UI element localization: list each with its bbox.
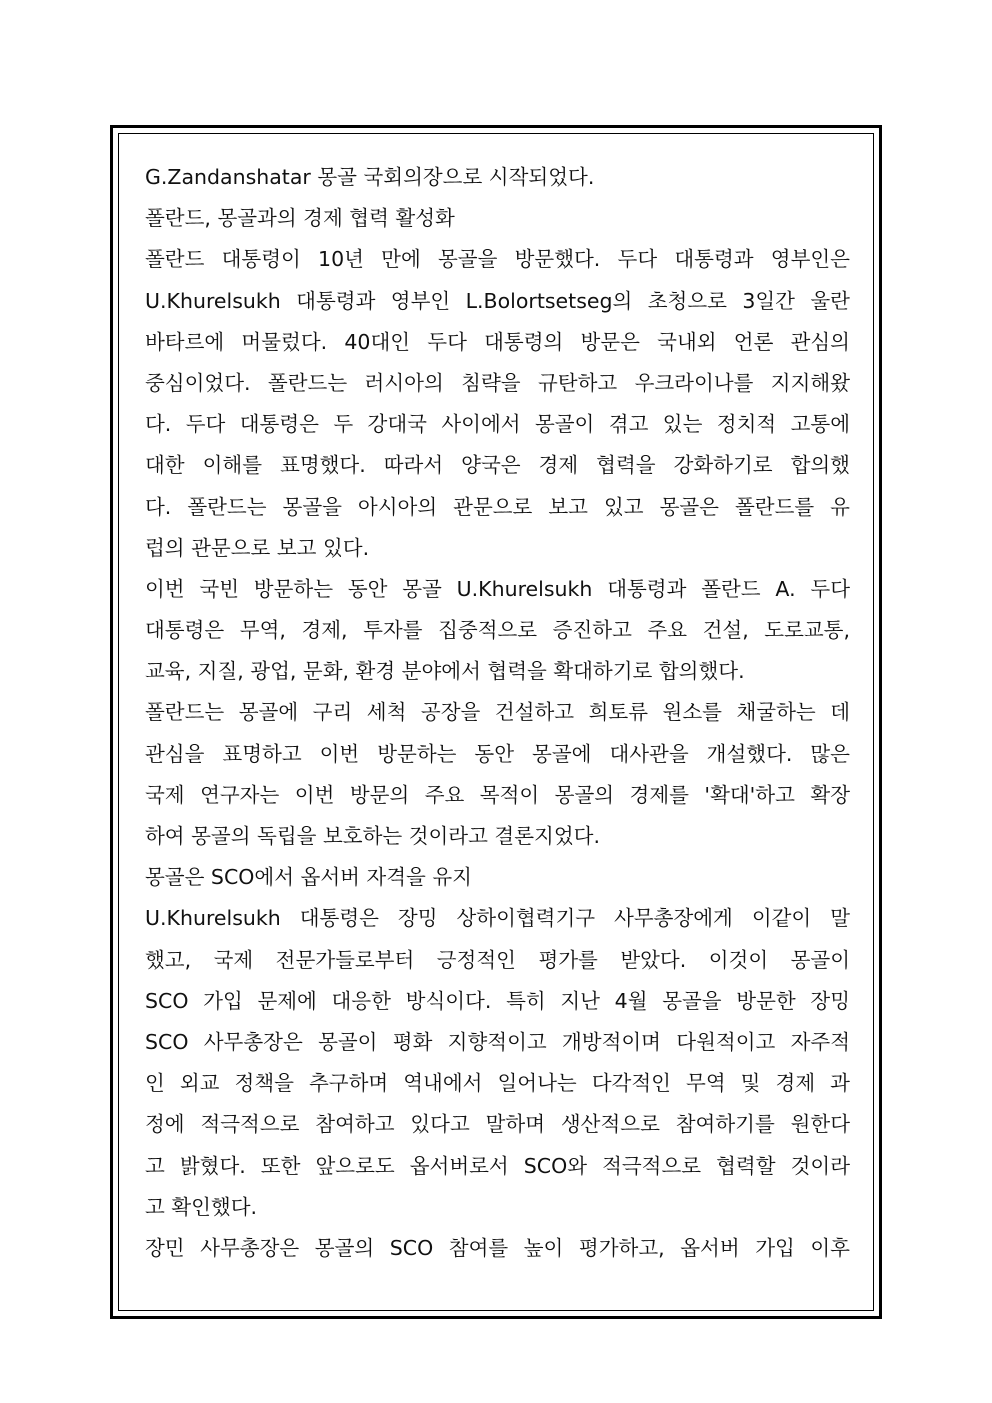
text-line: 다. 두다 대통령은 두 강대국 사이에서 몽골이 겪고 있는 정치적 고통에 [145, 412, 850, 437]
text-line: 하여 몽골의 독립을 보호하는 것이라고 결론지었다. [145, 824, 600, 848]
text-line: 이번 국빈 방문하는 동안 몽골 U.Khurelsukh 대통령과 폴란드 A. 두다 [145, 576, 850, 601]
text-line: G.Zandanshatar 몽골 국회의장으로 시작되었다. [145, 165, 595, 189]
text-line: 정에 적극적으로 참여하고 있다고 말하며 생산적으로 참여하기를 원한다 [145, 1112, 850, 1137]
text-line: SCO 가입 문제에 대응한 방식이다. 특히 지난 4월 몽골을 방문한 장밍 [145, 988, 850, 1013]
text-line: 관심을 표명하고 이번 방문하는 동안 몽골에 대사관을 개설했다. 많은 [145, 741, 850, 766]
text-line: 바타르에 머물렀다. 40대인 두다 대통령의 방문은 국내외 언론 관심의 [145, 329, 850, 354]
text-line: 교육, 지질, 광업, 문화, 환경 분야에서 협력을 확대하기로 합의했다. [145, 659, 745, 684]
document-body [145, 157, 850, 1269]
text-line: 대한 이해를 표명했다. 따라서 양국은 경제 협력을 강화하기로 합의했 [145, 453, 850, 478]
text-line: 폴란드는 몽골에 구리 세척 공장을 건설하고 희토류 원소를 채굴하는 데 [145, 700, 850, 725]
text-line: 했고, 국제 전문가들로부터 긍정적인 평가를 받았다. 이것이 몽골이 [145, 947, 850, 972]
text-line: 중심이었다. 폴란드는 러시아의 침략을 규탄하고 우크라이나를 지지해왔 [145, 370, 850, 395]
text-line: 럽의 관문으로 보고 있다. [145, 535, 370, 560]
section-heading: 몽골은 SCO에서 옵서버 자격을 유지 [145, 865, 472, 890]
section-heading: 폴란드, 몽골과의 경제 협력 활성화 [145, 206, 455, 231]
text-line: U.Khurelsukh 대통령은 장밍 상하이협력기구 사무총장에게 이같이 말 [145, 906, 850, 931]
text-line: 고 밝혔다. 또한 앞으로도 옵서버로서 SCO와 적극적으로 협력할 것이라 [145, 1153, 850, 1178]
text-line: 폴란드 대통령이 10년 만에 몽골을 방문했다. 두다 대통령과 영부인은 [145, 247, 850, 272]
text-line: 대통령은 무역, 경제, 투자를 집중적으로 증진하고 주요 건설, 도로교통, [145, 618, 850, 643]
text-line: U.Khurelsukh 대통령과 영부인 L.Bolortsetseg의 초청으로 3일간 울란 [145, 288, 850, 313]
text-line: 장민 사무총장은 몽골의 SCO 참여를 높이 평가하고, 옵서버 가입 이후 [145, 1235, 850, 1260]
text-line: SCO 사무총장은 몽골이 평화 지향적이고 개방적이며 다원적이고 자주적 [145, 1029, 850, 1054]
text-line: 고 확인했다. [145, 1194, 258, 1219]
text-line: 국제 연구자는 이번 방문의 주요 목적이 몽골의 경제를 '확대'하고 확장 [145, 782, 850, 807]
text-line: 인 외교 정책을 추구하며 역내에서 일어나는 다각적인 무역 및 경제 과 [145, 1071, 850, 1096]
text-line: 다. 폴란드는 몽골을 아시아의 관문으로 보고 있고 몽골은 폴란드를 유 [145, 494, 850, 519]
